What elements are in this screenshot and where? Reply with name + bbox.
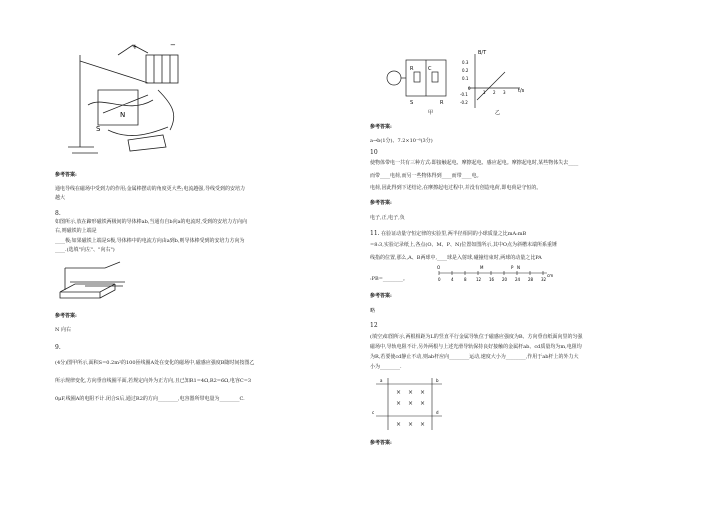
ruler-tick: 16 <box>489 277 495 282</box>
question-text-line: 磁场中,导轨电阻不计,另外两根与上述光滑导轨保持良好接触的金属杆ab、cd质量均为m,电阻均 <box>370 344 582 350</box>
rail-label-a: a <box>380 378 383 383</box>
circuit-and-graph-figure <box>380 48 530 120</box>
ruler-tick: 32 <box>541 277 547 282</box>
ruler-point-N: N <box>517 265 520 270</box>
ruler-point-O: O <box>437 265 441 270</box>
svg-text:−: − <box>170 41 176 49</box>
answer-label: 参考答案: <box>55 313 77 319</box>
svg-text:×: × <box>396 421 402 428</box>
graph-x-tick: 1 <box>483 90 486 95</box>
graph-y-tick: 0.1 <box>462 76 469 81</box>
svg-text:×: × <box>408 400 414 407</box>
question-number: 9. <box>55 344 61 351</box>
question-text-line: (填空)如图所示,两根相距为L的竖直平行金属导轨位于磁感应强度为B、方向垂直纸面向里的匀强 <box>370 334 583 340</box>
graph-y-tick: -0.2 <box>460 100 468 105</box>
ruler-tick: 8 <box>464 277 467 282</box>
question-text-line: ____极;如果磁铁上端是S极,导体棒中的电流方向由a到b,则导体棒受到的安培力方向为 <box>55 238 245 244</box>
question-number: 12 <box>370 322 378 329</box>
answer-label: 参考答案: <box>55 172 77 178</box>
graph-y-tick: 0 <box>468 86 471 91</box>
svg-text:×: × <box>420 400 426 407</box>
svg-text:S: S <box>410 100 414 106</box>
answer-text: N 向右 <box>55 327 71 333</box>
graph-y-tick: 0.3 <box>462 60 469 65</box>
ruler-unit: cm <box>547 273 554 278</box>
question-text-line: 使物体带电一共有三种方式:即接触起电、摩擦起电、感应起电。摩擦起电时,某些物体失去____ <box>370 160 579 166</box>
graph-x-tick: 2 <box>493 90 496 95</box>
horseshoe-magnet-figure <box>55 260 135 309</box>
magnetic-field-rails-figure <box>370 374 450 438</box>
ruler-tick: 12 <box>476 277 482 282</box>
graph-y-tick: -0.1 <box>460 92 468 97</box>
graph-y-axis-label: B/T <box>478 50 487 56</box>
svg-text:×: × <box>396 400 402 407</box>
svg-text:×: × <box>408 421 414 428</box>
ruler-tick: 20 <box>502 277 508 282</box>
ruler-tick: 24 <box>515 277 521 282</box>
answer-label: 参考答案: <box>370 200 392 206</box>
question-text-line: 在验证动量守恒定律的实验里,两半径相同的小球质量之比mA:mB <box>381 231 527 237</box>
answer-text: a→b(1分)、7.2×10⁻⁶(3分) <box>370 138 433 144</box>
svg-text:×: × <box>420 389 426 396</box>
ruler-tick: 0 <box>438 277 441 282</box>
answer-text: 略 <box>370 308 376 314</box>
svg-text:S: S <box>96 125 101 133</box>
question-text-line: 电荷,因此得到下述结论,在摩擦起电过程中,并没有创造电荷,即电荷是守恒的。 <box>370 185 542 191</box>
svg-text:×: × <box>408 389 414 396</box>
answer-text: 电子,正,电子,负 <box>370 215 405 221</box>
answer-text-line: 通电导线在磁场中受到力的作用;金属棒摆动的角度更大些;电流越强,导线受到的安培力 <box>55 186 245 192</box>
question-text-line: =8:3,实验记录纸上,各点(O、M、P、N)位置如图所示,其中O点为斜槽末端所系重锤 <box>370 242 557 248</box>
question-text-line: 线指的位置,那么,A、B两球中,____球是入射球,碰撞结束时,两球的动量之比PA <box>370 255 542 261</box>
question-text-line: (4分)图甲所示,面积S=0.2m²的100匝线圈A处在变化的磁场中,磁感应强度B随时间按图乙 <box>55 360 255 366</box>
graph-y-tick: 0.2 <box>462 68 469 73</box>
rail-label-d: d <box>436 410 439 415</box>
svg-text:C: C <box>428 66 432 72</box>
ruler-tick: 4 <box>451 277 454 282</box>
question-number-label: 11. <box>370 230 380 237</box>
question-number: 8. <box>55 210 61 217</box>
question-text-line: 如图所示,放在蹄形磁铁两极间的导体棒ab,当通有自b向a的电流时,受到的安培力方向向 <box>55 219 248 225</box>
svg-text:R: R <box>440 100 444 106</box>
question-text-line: 小为________. <box>370 364 402 370</box>
ruler-figure <box>435 263 555 289</box>
answer-label: 参考答案: <box>370 124 392 130</box>
question-text-line: 右,则磁铁的上端是 <box>55 228 97 234</box>
question-text-line: 所示规律变化,方向垂直线圈平面,若规定向外为正方向,且已知R1=4Ω,R2=6Ω,电容C=3 <box>55 378 252 384</box>
question-text-line: 为R,若要使cd静止不动,则ab杆应向________运动,速度大小为________,作用于ab杆上的外力大 <box>370 354 579 360</box>
svg-text:N: N <box>120 111 126 119</box>
svg-text:+: + <box>132 43 138 51</box>
ruler-point-P: P <box>511 265 514 270</box>
figure-label-jia: 甲 <box>428 110 434 116</box>
question-text-line: ____.(选填"向左"、"向右") <box>55 247 115 253</box>
svg-text:×: × <box>420 421 426 428</box>
question-number: 10 <box>370 149 378 156</box>
question-text-line: :PB=________。 <box>370 276 408 282</box>
graph-x-axis-label: t/s <box>518 88 525 94</box>
question-text-line: 而带____电荷,而另一些物体得到____而带____电。 <box>370 173 482 179</box>
rail-label-b: b <box>436 378 439 383</box>
electromagnet-apparatus-figure <box>58 35 198 169</box>
question-text-line: 0μF,线圈A的电阻不计.闭合S后,通过R2的方向________,电容器所带电量为________C. <box>55 396 245 402</box>
question-number <box>370 230 526 238</box>
answer-label: 参考答案: <box>370 293 392 299</box>
graph-x-tick: 3 <box>503 90 506 95</box>
figure-label-yi: 乙 <box>495 110 501 116</box>
svg-text:R: R <box>410 66 414 72</box>
ruler-point-M: M <box>480 265 484 270</box>
rail-label-c: c <box>372 410 375 415</box>
svg-text:×: × <box>396 389 402 396</box>
answer-text-line: 越大 <box>55 195 66 201</box>
ruler-tick: 28 <box>528 277 534 282</box>
answer-label: 参考答案: <box>370 440 392 446</box>
